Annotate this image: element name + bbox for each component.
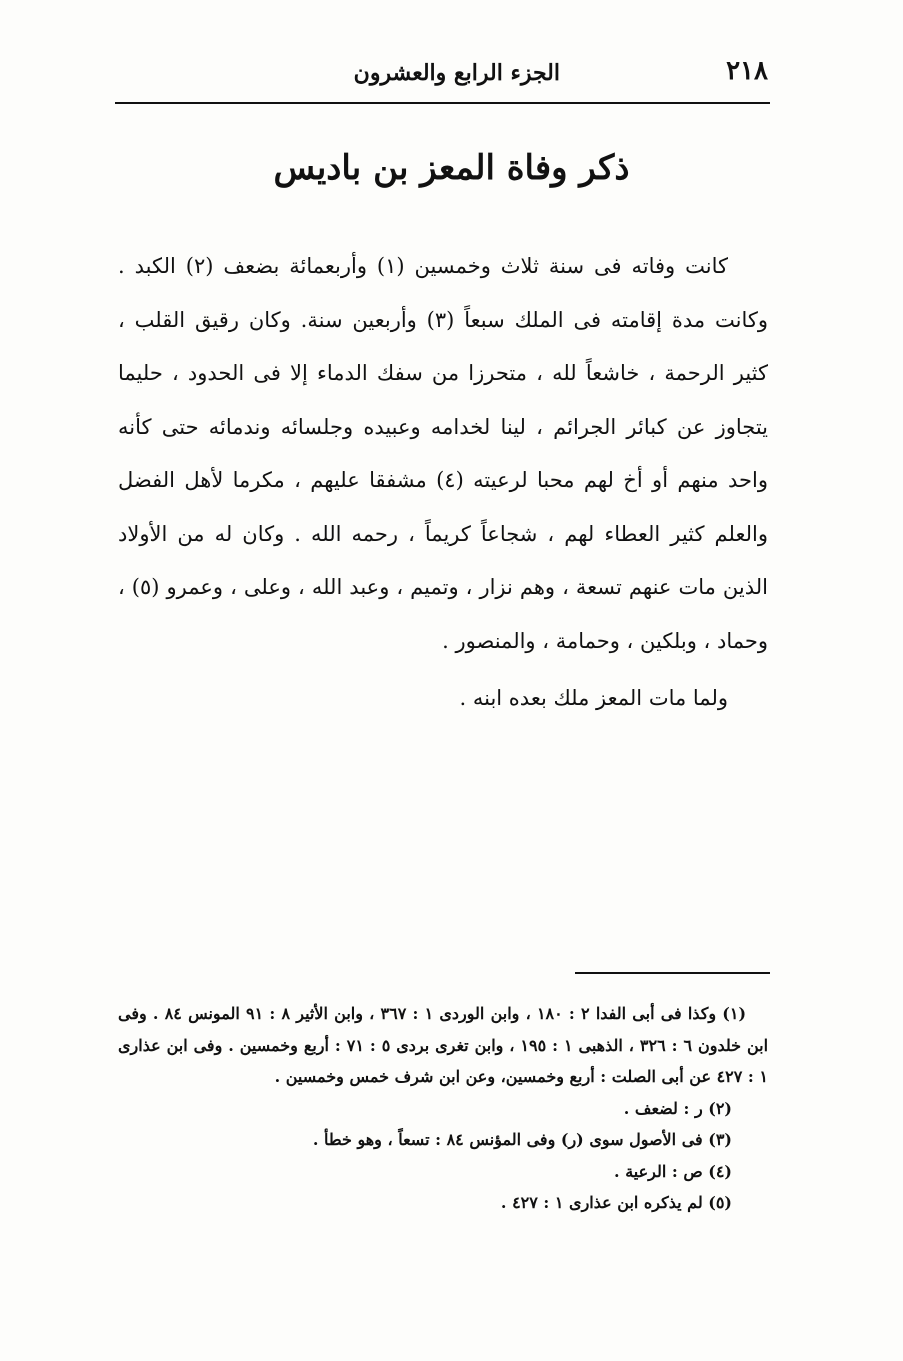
body-text	[118, 240, 768, 726]
chapter-title: ذكر وفاة المعز بن باديس	[273, 148, 630, 188]
footnotes	[118, 998, 768, 1219]
running-title: الجزء الرابع والعشرون	[353, 60, 560, 86]
footnote-divider	[575, 972, 770, 974]
footnote-5: (٥) لم يذكره ابن عذارى ١ : ٤٢٧ .	[500, 1193, 732, 1212]
page-number: ٢١٨	[726, 56, 768, 86]
footnote-1: (١) وكذا فى أبى الفدا ٢ : ١٨٠ ، وابن الوردى ١ : ٣٦٧ ، وابن الأثير ٨ : ٩١ المونس ٨٤ . وفى ابن خلدون ٦ : ٣٢٦ ، الذهبى ١ : ١٩٥ ، وابن تغرى بردى ٥ : ٧١ : أربع وخمسين . وفى ابن عذارى ١ : ٤٢٧ عن أبى الصلت : أربع وخمسين، وعن ابن شرف خمس وخمسين .	[118, 1004, 769, 1086]
footnote-4: (٤) ص : الرعية .	[614, 1161, 732, 1181]
footnote-2: (٢) ر : لضعف .	[623, 1098, 732, 1118]
page-header	[115, 52, 770, 104]
paragraph-closing: ولما مات المعز ملك بعده ابنه .	[459, 686, 728, 710]
paragraph-main: كانت وفاته فى سنة ثلاث وخمسين (١) وأربعمائة بضعف (٢) الكبد . وكانت مدة إقامته فى الملك سبعاً (٣) وأربعين سنة. وكان رقيق القلب ، كثير الرحمة ، خاشعاً لله ، متحرزا من سفك الدماء إلا فى الحدود ، حليما يتجاوز عن كبائر الجرائم ، لينا لخدامه وعبيده وجلسائه وندمائه حتى كأنه واحد منهم أو أخ لهم محبا لرعيته (٤) مشفقا عليهم ، مكرما لأهل الفضل والعلم كثير العطاء لهم ، شجاعاً كريماً ، رحمه الله . وكان له من الأولاد الذين مات عنهم تسعة ، وهم نزار ، وتميم ، وعبد الله ، وعلى ، وعمرو (٥) ، وحماد ، وبلكين ، وحمامة ، والمنصور .	[118, 254, 768, 653]
footnote-3: (٣) فى الأصول سوى (ر) وفى المؤنس ٨٤ : تسعاً ، وهو خطأ .	[312, 1130, 732, 1149]
